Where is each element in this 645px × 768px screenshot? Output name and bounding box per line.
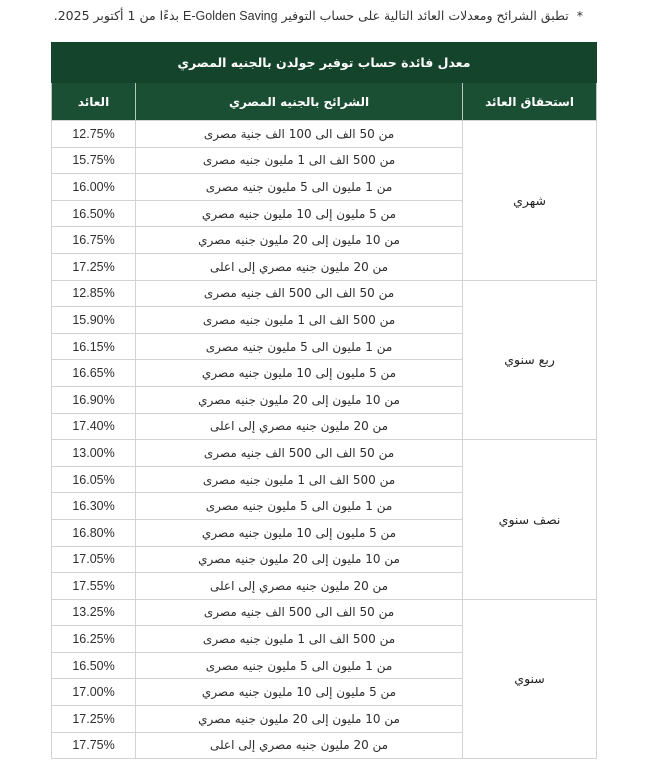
rate-cell: 16.65%: [52, 360, 136, 387]
tier-cell: من 500 الف الى 1 مليون جنيه مصرى: [136, 307, 463, 334]
frequency-cell-monthly: شهري: [463, 121, 597, 281]
rate-cell: 15.90%: [52, 307, 136, 334]
rate-cell: 16.75%: [52, 227, 136, 254]
footnote-text-before: تطبق الشرائح ومعدلات العائد التالية على حساب التوفير: [281, 8, 569, 23]
tier-cell: من 1 مليون الى 5 مليون جنيه مصرى: [136, 493, 463, 520]
table-body: [52, 121, 597, 759]
column-header-tier: الشرائح بالجنيه المصري: [136, 83, 463, 121]
rate-cell: 16.15%: [52, 333, 136, 360]
footnote-product-name: E-Golden Saving: [183, 9, 278, 23]
rate-cell: 17.00%: [52, 679, 136, 706]
rate-cell: 12.85%: [52, 280, 136, 307]
table-row: [52, 121, 597, 148]
rate-cell: 16.80%: [52, 519, 136, 546]
table-title-row: [52, 43, 597, 83]
frequency-cell-semiannual: نصف سنوي: [463, 440, 597, 600]
rate-cell: 13.00%: [52, 440, 136, 467]
tier-cell: من 5 مليون إلى 10 مليون جنيه مصري: [136, 679, 463, 706]
rate-cell: 16.25%: [52, 626, 136, 653]
footnote-text-after: بدءًا من 1 أكتوبر 2025.: [53, 8, 180, 23]
rate-cell: 13.25%: [52, 599, 136, 626]
table-row: [52, 280, 597, 307]
tier-cell: من 10 مليون إلى 20 مليون جنيه مصري: [136, 706, 463, 733]
tier-cell: من 50 الف الى 500 الف جنيه مصرى: [136, 599, 463, 626]
tier-cell: من 10 مليون إلى 20 مليون جنيه مصري: [136, 386, 463, 413]
tier-cell: من 50 الف الى 500 الف جنيه مصرى: [136, 440, 463, 467]
rate-cell: 15.75%: [52, 147, 136, 174]
tier-cell: من 20 مليون جنيه مصري إلى اعلى: [136, 413, 463, 440]
tier-cell: من 1 مليون الى 5 مليون جنيه مصرى: [136, 333, 463, 360]
tier-cell: من 5 مليون إلى 10 مليون جنيه مصري: [136, 360, 463, 387]
tier-cell: من 500 الف الى 1 مليون جنيه مصرى: [136, 147, 463, 174]
column-header-rate: العائد: [52, 83, 136, 121]
interest-rate-table: [51, 42, 597, 759]
tier-cell: من 1 مليون الى 5 مليون جنيه مصرى: [136, 652, 463, 679]
rate-cell: 17.55%: [52, 573, 136, 600]
frequency-cell-annual: سنوي: [463, 599, 597, 759]
tier-cell: من 20 مليون جنيه مصري إلى اعلى: [136, 253, 463, 280]
rate-cell: 16.90%: [52, 386, 136, 413]
rate-cell: 16.00%: [52, 174, 136, 201]
rate-cell: 17.25%: [52, 706, 136, 733]
tier-cell: من 50 الف الى 100 الف جنية مصرى: [136, 121, 463, 148]
tier-cell: من 500 الف الى 1 مليون جنيه مصرى: [136, 626, 463, 653]
frequency-cell-quarterly: ربع سنوي: [463, 280, 597, 440]
table-header-row: [52, 83, 597, 121]
table-row: [52, 440, 597, 467]
rate-cell: 16.50%: [52, 200, 136, 227]
footnote-asterisk: *: [576, 8, 583, 23]
rate-cell: 17.05%: [52, 546, 136, 573]
tier-cell: من 5 مليون إلى 10 مليون جنيه مصري: [136, 519, 463, 546]
tier-cell: من 20 مليون جنيه مصري إلى اعلى: [136, 573, 463, 600]
rate-cell: 16.50%: [52, 652, 136, 679]
tier-cell: من 500 الف الى 1 مليون جنيه مصرى: [136, 466, 463, 493]
tier-cell: من 5 مليون إلى 10 مليون جنيه مصري: [136, 200, 463, 227]
tier-cell: من 10 مليون إلى 20 مليون جنيه مصري: [136, 227, 463, 254]
tier-cell: من 1 مليون الى 5 مليون جنيه مصرى: [136, 174, 463, 201]
column-header-frequency: استحقاق العائد: [463, 83, 597, 121]
footnote: [53, 6, 583, 26]
rate-cell: 12.75%: [52, 121, 136, 148]
rate-cell: 17.40%: [52, 413, 136, 440]
table-title: معدل فائدة حساب توفير جولدن بالجنيه المصري: [52, 43, 597, 83]
rate-cell: 17.25%: [52, 253, 136, 280]
table-row: [52, 599, 597, 626]
rate-cell: 17.75%: [52, 732, 136, 759]
rate-cell: 16.30%: [52, 493, 136, 520]
rate-cell: 16.05%: [52, 466, 136, 493]
tier-cell: من 50 الف الى 500 الف جنيه مصرى: [136, 280, 463, 307]
tier-cell: من 10 مليون إلى 20 مليون جنيه مصري: [136, 546, 463, 573]
tier-cell: من 20 مليون جنيه مصري إلى اعلى: [136, 732, 463, 759]
